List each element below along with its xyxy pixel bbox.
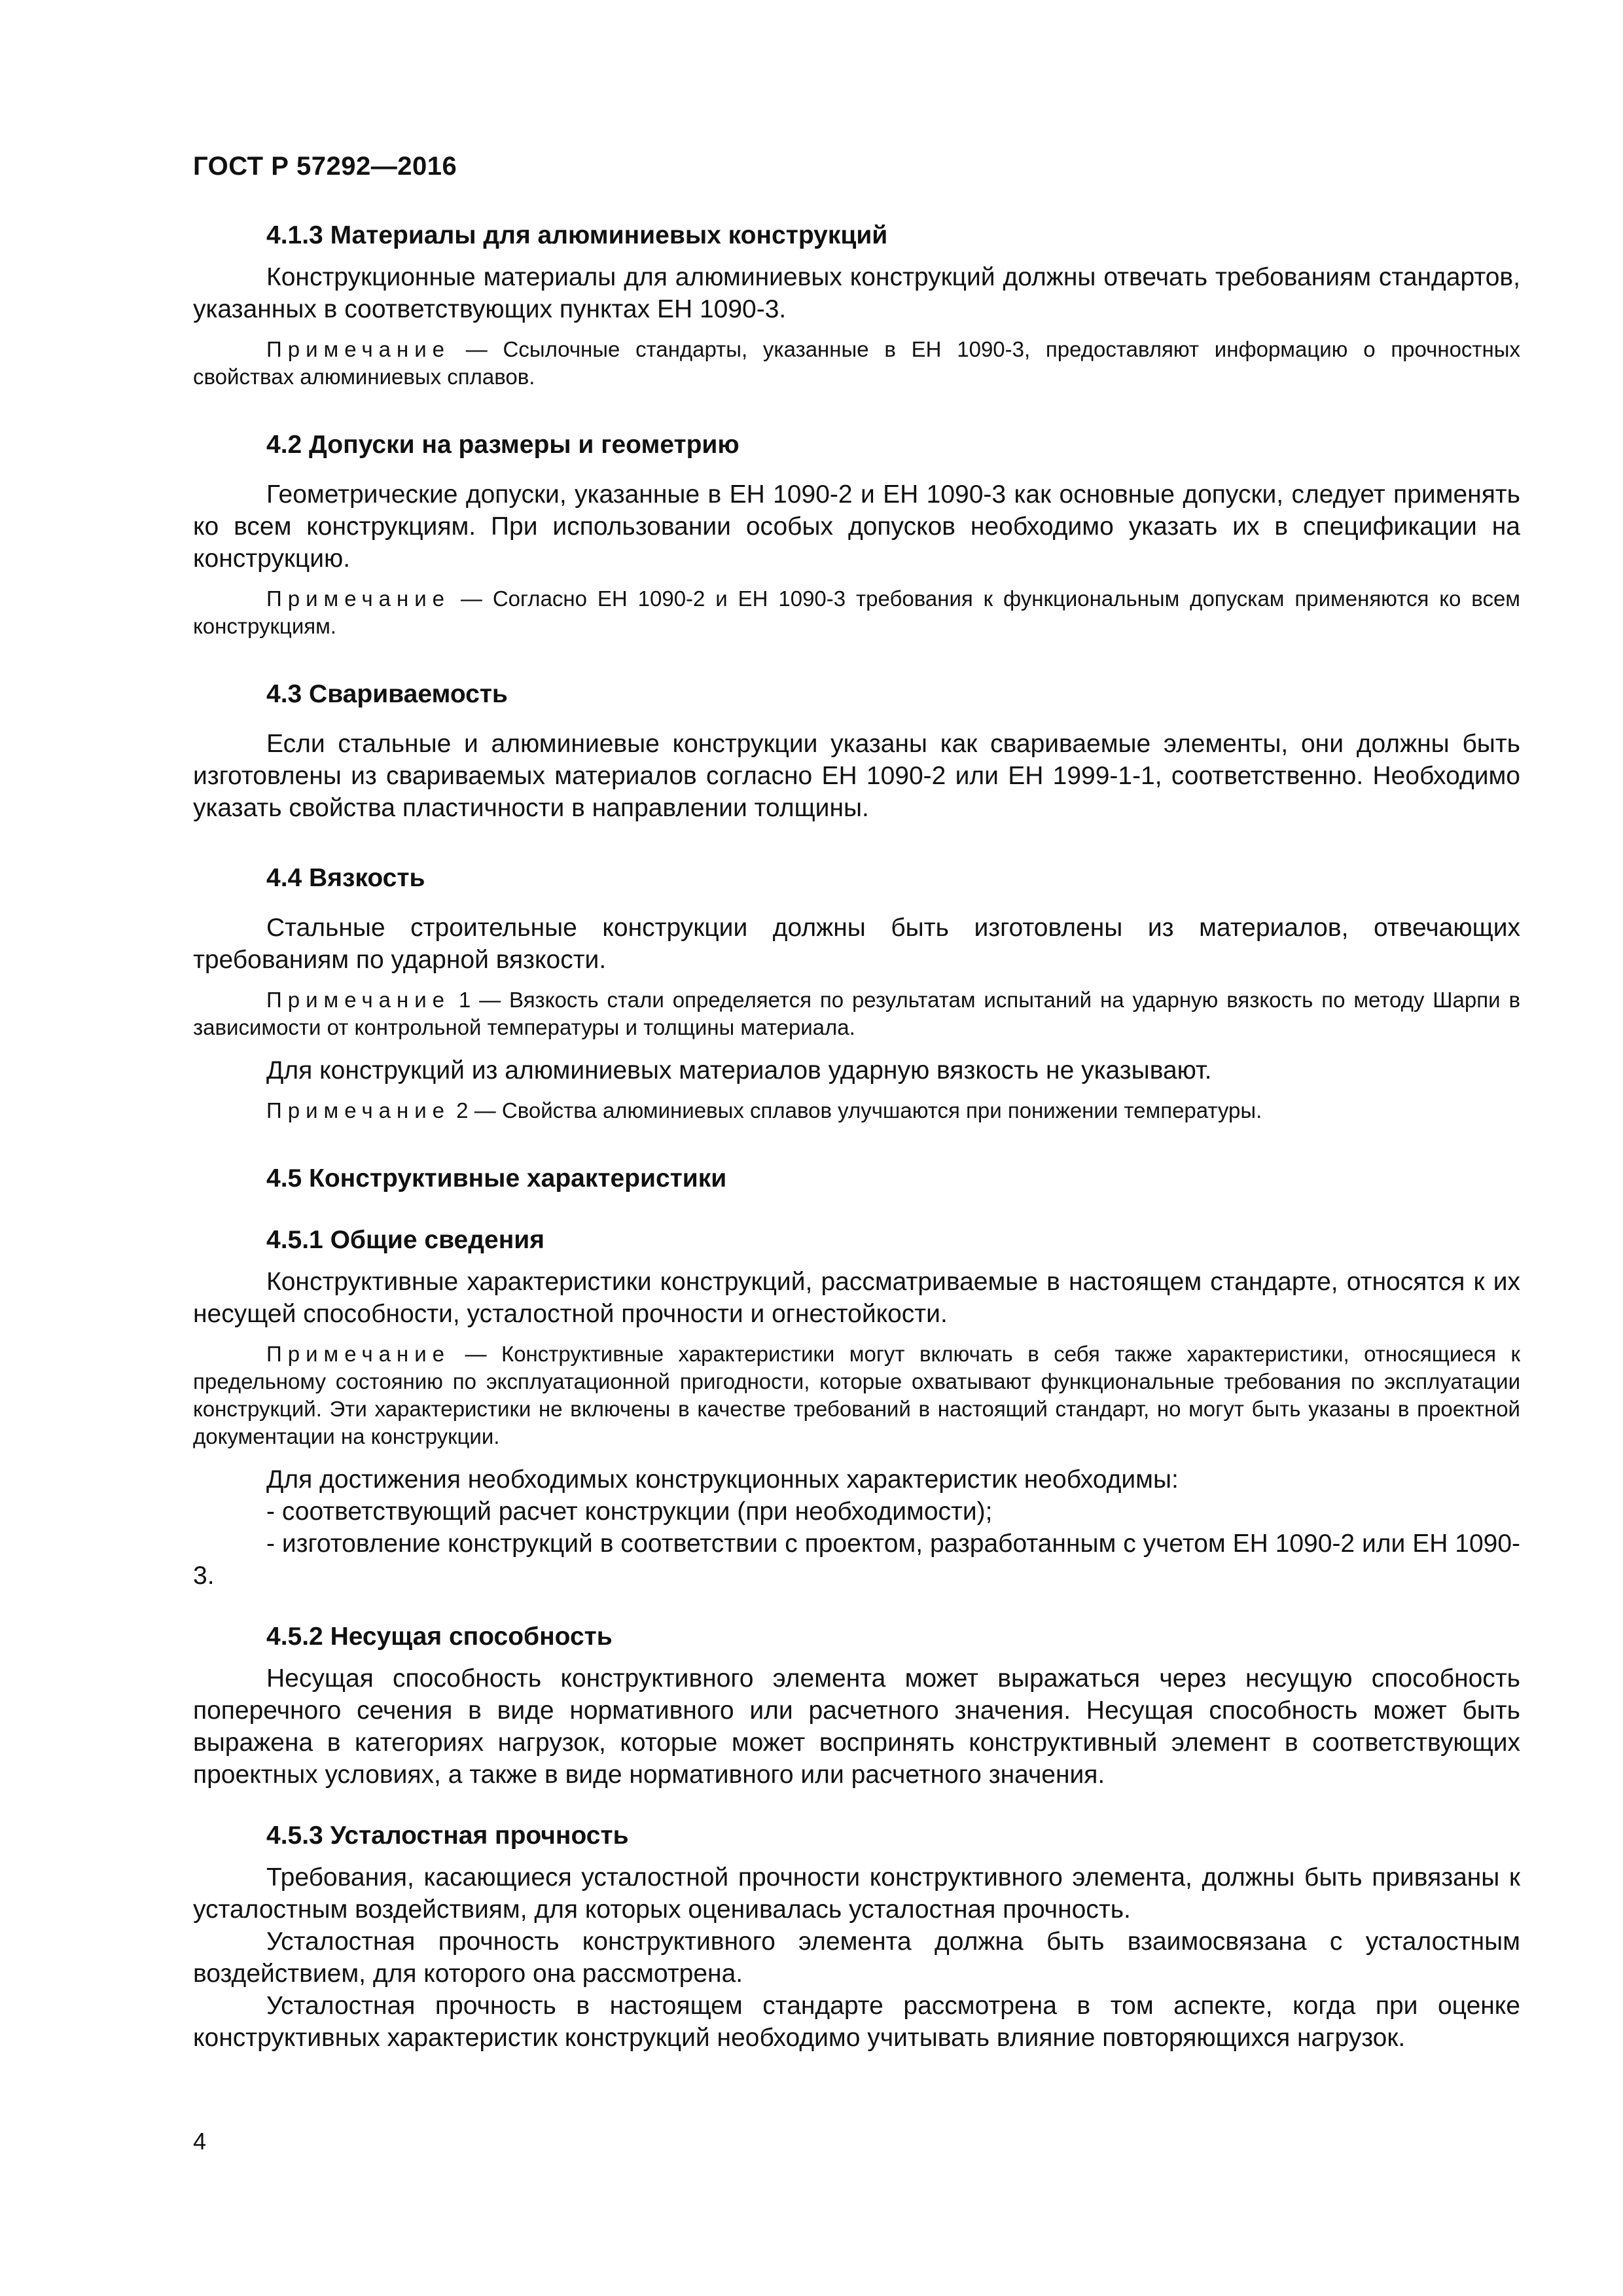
note-text: 1 — Вязкость стали определяется по результатам испытаний на ударную вязкость по методу Шарпи в зависимости от контрольной температуры и толщины материала. <box>193 988 1520 1039</box>
section-4-4-paragraph-2: Для конструкций из алюминиевых материалов ударную вязкость не указывают. <box>266 1056 1212 1085</box>
section-4-5-3-paragraph-2: Усталостная прочность конструктивного элемента должна быть взаимосвязана с усталостным воздействием, для которого она рассмотрена. <box>193 1928 1520 1988</box>
note-text: 2 — Свойства алюминиевых сплавов улучшаются при понижении температуры. <box>450 1098 1262 1122</box>
section-4-1-3-paragraph: Конструкционные материалы для алюминиевых конструкций должны отвечать требованиям стандартов, указанных в соответствующих пунктах ЕН 1090-3. <box>193 263 1520 323</box>
section-4-4-note-1 <box>193 986 1520 1041</box>
section-4-5-3-title: 4.5.3 Усталостная прочность <box>266 1821 629 1850</box>
note-text: — Согласно ЕН 1090-2 и ЕН 1090-3 требования к функциональным допускам применяются ко всем конструкциям. <box>193 586 1520 638</box>
section-4-3-title: 4.3 Свариваемость <box>266 680 508 708</box>
section-4-2-paragraph: Геометрические допуски, указанные в ЕН 1090-2 и ЕН 1090-3 как основные допуски, следует применять ко всем конструкциям. При использовании особых допусков необходимо указать их в спецификации на конструкцию. <box>193 480 1520 573</box>
section-4-5-1-title: 4.5.1 Общие сведения <box>266 1226 544 1254</box>
section-4-4-paragraph: Стальные строительные конструкции должны быть изготовлены из материалов, отвечающих требованиям по ударной вязкости. <box>193 914 1520 974</box>
section-4-5-1-note <box>193 1340 1520 1450</box>
section-4-5-1-paragraph: Конструктивные характеристики конструкций, рассматриваемые в настоящем стандарте, относятся к их несущей способности, усталостной прочности и огнестойкости. <box>193 1268 1520 1328</box>
section-4-5-1-paragraph-2: Для достижения необходимых конструкционных характеристик необходимы: <box>266 1465 1179 1494</box>
note-text: — Ссылочные стандарты, указанные в ЕН 1090-3, предоставляют информацию о прочностных свойствах алюминиевых сплавов. <box>193 337 1520 389</box>
note-text: — Конструктивные характеристики могут включать в себя также характеристики, относящиеся к предельному состоянию по эксплуатационной пригодности, которые охватывают функциональные требования по эксплуатации конструкций. Эти характеристики не включены в качестве требований в настоящий стандарт, но могут быть указаны в проектной документации на конструкции. <box>193 1342 1520 1448</box>
note-label: Примечание <box>266 1342 451 1366</box>
section-4-4-title: 4.4 Вязкость <box>266 864 425 892</box>
note-label: Примечание <box>266 586 451 611</box>
list-item: - изготовление конструкций в соответствии с проектом, разработанным с учетом ЕН 1090-2 или ЕН 1090-3. <box>193 1530 1520 1590</box>
section-4-5-2-title: 4.5.2 Несущая способность <box>266 1623 613 1651</box>
section-4-5-3-paragraph-1: Требования, касающиеся усталостной прочности конструктивного элемента, должны быть привязаны к усталостным воздействиям, для которых оценивалась усталостная прочность. <box>193 1863 1520 1924</box>
section-4-4-note-2 <box>193 1097 1520 1124</box>
document-id-header: ГОСТ Р 57292—2016 <box>193 152 457 181</box>
note-label: Примечание <box>266 1098 451 1122</box>
section-4-5-2-paragraph: Несущая способность конструктивного элемента может выражаться через несущую способность поперечного сечения в виде нормативного или расчетного значения. Несущая способность может быть выражена в категориях нагрузок, которые может воспринять конструктивный элемент в соответствующих проектных условиях, а также в виде нормативного или расчетного значения. <box>193 1664 1520 1789</box>
section-4-5-3-paragraph-3: Усталостная прочность в настоящем стандарте рассмотрена в том аспекте, когда при оценке конструктивных характеристик конструкций необходимо учитывать влияние повторяющихся нагрузок. <box>193 1992 1520 2052</box>
note-label: Примечание <box>266 337 451 361</box>
section-4-3-paragraph: Если стальные и алюминиевые конструкции указаны как свариваемые элементы, они должны быть изготовлены из свариваемых материалов согласно ЕН 1090-2 или ЕН 1999-1-1, соответственно. Необходимо указать свойства пластичности в направлении толщины. <box>193 730 1520 822</box>
section-4-2-title: 4.2 Допуски на размеры и геометрию <box>266 431 740 459</box>
section-4-5-title: 4.5 Конструктивные характеристики <box>266 1164 727 1193</box>
section-4-1-3-title: 4.1.3 Материалы для алюминиевых конструкций <box>266 221 888 249</box>
document-body <box>193 219 1520 2054</box>
note-label: Примечание <box>266 988 451 1012</box>
list-item: - соответствующий расчет конструкции (при необходимости); <box>266 1498 993 1526</box>
section-4-2-note <box>193 585 1520 640</box>
section-4-1-3-note <box>193 336 1520 391</box>
page-number: 4 <box>193 2128 207 2155</box>
